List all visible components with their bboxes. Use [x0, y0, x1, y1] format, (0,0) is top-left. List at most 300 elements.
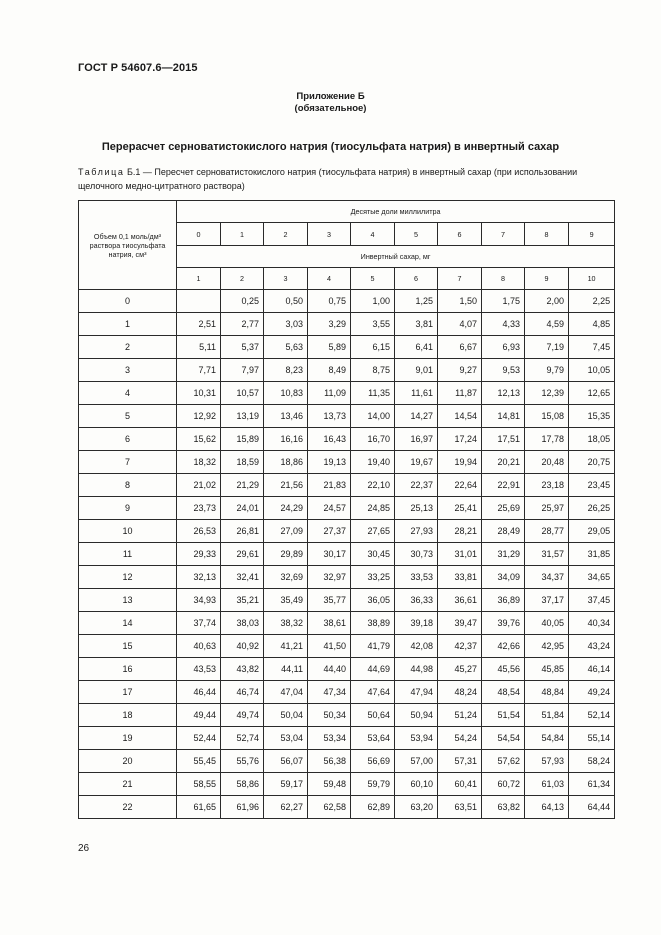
volume-cell: 21 [79, 773, 177, 796]
value-cell: 1,75 [482, 290, 525, 313]
value-cell: 40,92 [221, 635, 264, 658]
value-cell: 54,84 [525, 727, 569, 750]
value-cell: 27,09 [264, 520, 308, 543]
value-cell: 52,14 [569, 704, 615, 727]
value-cell: 42,66 [482, 635, 525, 658]
value-cell: 16,43 [308, 428, 351, 451]
caption-label: Таблица [78, 167, 125, 177]
value-cell: 7,97 [221, 359, 264, 382]
value-cell: 21,83 [308, 474, 351, 497]
value-cell: 25,69 [482, 497, 525, 520]
value-cell: 25,41 [438, 497, 482, 520]
value-cell: 12,13 [482, 382, 525, 405]
value-cell: 31,85 [569, 543, 615, 566]
volume-cell: 6 [79, 428, 177, 451]
value-cell: 24,01 [221, 497, 264, 520]
value-cell: 1,25 [395, 290, 438, 313]
value-cell: 35,49 [264, 589, 308, 612]
value-cell: 2,25 [569, 290, 615, 313]
value-cell: 31,01 [438, 543, 482, 566]
value-cell: 47,34 [308, 681, 351, 704]
volume-cell: 3 [79, 359, 177, 382]
value-cell: 41,50 [308, 635, 351, 658]
value-cell: 55,76 [221, 750, 264, 773]
value-cell: 50,64 [351, 704, 395, 727]
value-cell: 35,77 [308, 589, 351, 612]
value-cell: 0,75 [308, 290, 351, 313]
value-cell: 59,48 [308, 773, 351, 796]
volume-cell: 14 [79, 612, 177, 635]
value-cell: 30,73 [395, 543, 438, 566]
value-cell: 43,24 [569, 635, 615, 658]
volume-cell: 22 [79, 796, 177, 819]
value-cell: 16,70 [351, 428, 395, 451]
value-cell: 33,81 [438, 566, 482, 589]
value-cell: 61,96 [221, 796, 264, 819]
value-cell: 6,41 [395, 336, 438, 359]
value-cell: 36,61 [438, 589, 482, 612]
table-row [79, 520, 615, 543]
value-cell: 26,53 [177, 520, 221, 543]
value-cell: 42,08 [395, 635, 438, 658]
sugar-header: Инвертный сахар, мг [177, 246, 615, 268]
value-cell: 51,54 [482, 704, 525, 727]
value-cell: 27,93 [395, 520, 438, 543]
value-cell: 3,81 [395, 313, 438, 336]
value-cell: 34,09 [482, 566, 525, 589]
value-cell: 19,67 [395, 451, 438, 474]
volume-cell: 11 [79, 543, 177, 566]
value-cell: 60,10 [395, 773, 438, 796]
table-row [79, 474, 615, 497]
column-number: 6 [395, 268, 438, 290]
value-cell: 39,47 [438, 612, 482, 635]
value-cell: 20,48 [525, 451, 569, 474]
value-cell: 30,45 [351, 543, 395, 566]
table-row [79, 313, 615, 336]
value-cell: 19,40 [351, 451, 395, 474]
tenths-header: 8 [525, 223, 569, 246]
value-cell: 52,44 [177, 727, 221, 750]
value-cell: 17,24 [438, 428, 482, 451]
value-cell: 64,13 [525, 796, 569, 819]
value-cell: 23,73 [177, 497, 221, 520]
value-cell: 23,45 [569, 474, 615, 497]
tenths-header: 4 [351, 223, 395, 246]
value-cell: 4,33 [482, 313, 525, 336]
value-cell: 15,35 [569, 405, 615, 428]
value-cell: 30,17 [308, 543, 351, 566]
value-cell: 50,94 [395, 704, 438, 727]
column-number: 5 [351, 268, 395, 290]
value-cell [177, 290, 221, 313]
value-cell: 54,54 [482, 727, 525, 750]
table-row [79, 359, 615, 382]
value-cell: 34,93 [177, 589, 221, 612]
table-row [79, 290, 615, 313]
volume-cell: 4 [79, 382, 177, 405]
value-cell: 48,84 [525, 681, 569, 704]
value-cell: 44,11 [264, 658, 308, 681]
value-cell: 16,16 [264, 428, 308, 451]
value-cell: 35,21 [221, 589, 264, 612]
value-cell: 28,21 [438, 520, 482, 543]
value-cell: 15,89 [221, 428, 264, 451]
value-cell: 39,76 [482, 612, 525, 635]
value-cell: 57,62 [482, 750, 525, 773]
value-cell: 38,03 [221, 612, 264, 635]
value-cell: 25,97 [525, 497, 569, 520]
appendix-status: (обязательное) [294, 103, 367, 114]
tenths-header: 9 [569, 223, 615, 246]
value-cell: 34,37 [525, 566, 569, 589]
value-cell: 29,89 [264, 543, 308, 566]
value-cell: 40,63 [177, 635, 221, 658]
value-cell: 40,34 [569, 612, 615, 635]
value-cell: 31,29 [482, 543, 525, 566]
value-cell: 57,31 [438, 750, 482, 773]
value-cell: 5,11 [177, 336, 221, 359]
value-cell: 9,79 [525, 359, 569, 382]
value-cell: 61,34 [569, 773, 615, 796]
value-cell: 38,32 [264, 612, 308, 635]
value-cell: 49,74 [221, 704, 264, 727]
value-cell: 20,75 [569, 451, 615, 474]
value-cell: 46,44 [177, 681, 221, 704]
value-cell: 41,79 [351, 635, 395, 658]
volume-cell: 5 [79, 405, 177, 428]
value-cell: 13,73 [308, 405, 351, 428]
value-cell: 24,57 [308, 497, 351, 520]
value-cell: 19,94 [438, 451, 482, 474]
value-cell: 56,07 [264, 750, 308, 773]
value-cell: 22,91 [482, 474, 525, 497]
caption-text: Б.1 — Пересчет серноватистокислого натрия (тиосульфата натрия) в инвертный сахар (при использовании щелочного медно-цитратного раствора) [78, 167, 578, 191]
volume-cell: 20 [79, 750, 177, 773]
value-cell: 34,65 [569, 566, 615, 589]
value-cell: 32,13 [177, 566, 221, 589]
volume-cell: 8 [79, 474, 177, 497]
value-cell: 14,27 [395, 405, 438, 428]
value-cell: 39,18 [395, 612, 438, 635]
value-cell: 31,57 [525, 543, 569, 566]
value-cell: 22,64 [438, 474, 482, 497]
page-number: 26 [78, 843, 90, 854]
value-cell: 59,17 [264, 773, 308, 796]
tenths-header: 7 [482, 223, 525, 246]
tenths-header: 6 [438, 223, 482, 246]
value-cell: 11,09 [308, 382, 351, 405]
value-cell: 60,72 [482, 773, 525, 796]
table-row [79, 428, 615, 451]
value-cell: 43,82 [221, 658, 264, 681]
value-cell: 45,85 [525, 658, 569, 681]
value-cell: 48,24 [438, 681, 482, 704]
value-cell: 18,86 [264, 451, 308, 474]
value-cell: 42,95 [525, 635, 569, 658]
value-cell: 32,97 [308, 566, 351, 589]
value-cell: 45,56 [482, 658, 525, 681]
value-cell: 8,23 [264, 359, 308, 382]
volume-cell: 13 [79, 589, 177, 612]
volume-cell: 17 [79, 681, 177, 704]
value-cell: 27,65 [351, 520, 395, 543]
value-cell: 12,39 [525, 382, 569, 405]
value-cell: 12,92 [177, 405, 221, 428]
column-number: 8 [482, 268, 525, 290]
value-cell: 25,13 [395, 497, 438, 520]
tenths-header: 2 [264, 223, 308, 246]
volume-cell: 18 [79, 704, 177, 727]
value-cell: 14,00 [351, 405, 395, 428]
value-cell: 63,20 [395, 796, 438, 819]
value-cell: 16,97 [395, 428, 438, 451]
value-cell: 13,46 [264, 405, 308, 428]
value-cell: 9,53 [482, 359, 525, 382]
value-cell: 26,81 [221, 520, 264, 543]
value-cell: 61,03 [525, 773, 569, 796]
value-cell: 13,19 [221, 405, 264, 428]
value-cell: 50,34 [308, 704, 351, 727]
value-cell: 6,15 [351, 336, 395, 359]
value-cell: 43,53 [177, 658, 221, 681]
value-cell: 61,65 [177, 796, 221, 819]
value-cell: 3,29 [308, 313, 351, 336]
value-cell: 0,25 [221, 290, 264, 313]
value-cell: 17,51 [482, 428, 525, 451]
document-code: ГОСТ Р 54607.6—2015 [78, 62, 198, 74]
value-cell: 32,69 [264, 566, 308, 589]
table-row [79, 405, 615, 428]
table-row [79, 773, 615, 796]
value-cell: 28,77 [525, 520, 569, 543]
value-cell: 22,10 [351, 474, 395, 497]
value-cell: 8,75 [351, 359, 395, 382]
value-cell: 29,61 [221, 543, 264, 566]
value-cell: 33,25 [351, 566, 395, 589]
value-cell: 27,37 [308, 520, 351, 543]
value-cell: 53,94 [395, 727, 438, 750]
value-cell: 33,53 [395, 566, 438, 589]
table-caption [78, 165, 598, 193]
table-row [79, 589, 615, 612]
value-cell: 14,54 [438, 405, 482, 428]
value-cell: 21,56 [264, 474, 308, 497]
appendix-title: Приложение Б [296, 91, 365, 102]
tenths-header: 3 [308, 223, 351, 246]
volume-cell: 12 [79, 566, 177, 589]
volume-cell: 2 [79, 336, 177, 359]
volume-cell: 0 [79, 290, 177, 313]
value-cell: 20,21 [482, 451, 525, 474]
table-row [79, 727, 615, 750]
value-cell: 5,37 [221, 336, 264, 359]
value-cell: 4,07 [438, 313, 482, 336]
value-cell: 11,61 [395, 382, 438, 405]
value-cell: 41,21 [264, 635, 308, 658]
table-row [79, 336, 615, 359]
value-cell: 57,93 [525, 750, 569, 773]
value-cell: 21,02 [177, 474, 221, 497]
value-cell: 0,50 [264, 290, 308, 313]
value-cell: 24,85 [351, 497, 395, 520]
value-cell: 4,85 [569, 313, 615, 336]
volume-cell: 7 [79, 451, 177, 474]
table-row [79, 681, 615, 704]
row-header: Объем 0,1 моль/дм³ раствора тиосульфата натрия, см³ [79, 201, 177, 290]
value-cell: 53,64 [351, 727, 395, 750]
value-cell: 51,24 [438, 704, 482, 727]
table-row [79, 497, 615, 520]
volume-cell: 1 [79, 313, 177, 336]
value-cell: 36,89 [482, 589, 525, 612]
value-cell: 47,94 [395, 681, 438, 704]
value-cell: 59,79 [351, 773, 395, 796]
value-cell: 9,27 [438, 359, 482, 382]
value-cell: 3,55 [351, 313, 395, 336]
volume-cell: 9 [79, 497, 177, 520]
column-number: 4 [308, 268, 351, 290]
value-cell: 29,05 [569, 520, 615, 543]
value-cell: 45,27 [438, 658, 482, 681]
volume-cell: 10 [79, 520, 177, 543]
value-cell: 40,05 [525, 612, 569, 635]
tenths-header: 1 [221, 223, 264, 246]
volume-cell: 16 [79, 658, 177, 681]
value-cell: 9,01 [395, 359, 438, 382]
tenths-header: 5 [395, 223, 438, 246]
value-cell: 7,71 [177, 359, 221, 382]
column-number: 3 [264, 268, 308, 290]
table-row [79, 635, 615, 658]
value-cell: 55,14 [569, 727, 615, 750]
value-cell: 21,29 [221, 474, 264, 497]
table-row [79, 382, 615, 405]
value-cell: 23,18 [525, 474, 569, 497]
value-cell: 63,82 [482, 796, 525, 819]
value-cell: 44,40 [308, 658, 351, 681]
column-number: 2 [221, 268, 264, 290]
value-cell: 19,13 [308, 451, 351, 474]
value-cell: 2,77 [221, 313, 264, 336]
value-cell: 15,62 [177, 428, 221, 451]
value-cell: 22,37 [395, 474, 438, 497]
value-cell: 2,00 [525, 290, 569, 313]
value-cell: 29,33 [177, 543, 221, 566]
group-header: Десятые доли миллилитра [177, 201, 615, 223]
volume-cell: 15 [79, 635, 177, 658]
value-cell: 58,55 [177, 773, 221, 796]
value-cell: 10,05 [569, 359, 615, 382]
value-cell: 7,45 [569, 336, 615, 359]
value-cell: 53,34 [308, 727, 351, 750]
tenths-header: 0 [177, 223, 221, 246]
value-cell: 44,98 [395, 658, 438, 681]
value-cell: 47,64 [351, 681, 395, 704]
value-cell: 37,74 [177, 612, 221, 635]
value-cell: 11,35 [351, 382, 395, 405]
value-cell: 57,00 [395, 750, 438, 773]
value-cell: 10,57 [221, 382, 264, 405]
value-cell: 28,49 [482, 520, 525, 543]
table-row [79, 704, 615, 727]
appendix-heading [0, 91, 661, 115]
value-cell: 46,74 [221, 681, 264, 704]
value-cell: 15,08 [525, 405, 569, 428]
value-cell: 18,59 [221, 451, 264, 474]
value-cell: 10,31 [177, 382, 221, 405]
value-cell: 49,44 [177, 704, 221, 727]
header-row-group [79, 201, 615, 223]
table-row [79, 612, 615, 635]
value-cell: 36,33 [395, 589, 438, 612]
value-cell: 53,04 [264, 727, 308, 750]
value-cell: 36,05 [351, 589, 395, 612]
value-cell: 11,87 [438, 382, 482, 405]
value-cell: 62,89 [351, 796, 395, 819]
value-cell: 26,25 [569, 497, 615, 520]
value-cell: 5,63 [264, 336, 308, 359]
value-cell: 8,49 [308, 359, 351, 382]
value-cell: 62,27 [264, 796, 308, 819]
value-cell: 56,38 [308, 750, 351, 773]
column-number: 1 [177, 268, 221, 290]
value-cell: 1,00 [351, 290, 395, 313]
column-number: 9 [525, 268, 569, 290]
value-cell: 58,86 [221, 773, 264, 796]
value-cell: 37,45 [569, 589, 615, 612]
value-cell: 2,51 [177, 313, 221, 336]
value-cell: 50,04 [264, 704, 308, 727]
value-cell: 6,67 [438, 336, 482, 359]
value-cell: 10,83 [264, 382, 308, 405]
value-cell: 17,78 [525, 428, 569, 451]
value-cell: 46,14 [569, 658, 615, 681]
value-cell: 52,74 [221, 727, 264, 750]
value-cell: 42,37 [438, 635, 482, 658]
value-cell: 48,54 [482, 681, 525, 704]
value-cell: 6,93 [482, 336, 525, 359]
value-cell: 38,61 [308, 612, 351, 635]
value-cell: 51,84 [525, 704, 569, 727]
value-cell: 60,41 [438, 773, 482, 796]
table-row [79, 566, 615, 589]
value-cell: 37,17 [525, 589, 569, 612]
value-cell: 44,69 [351, 658, 395, 681]
column-number: 10 [569, 268, 615, 290]
value-cell: 3,03 [264, 313, 308, 336]
value-cell: 1,50 [438, 290, 482, 313]
value-cell: 38,89 [351, 612, 395, 635]
value-cell: 58,24 [569, 750, 615, 773]
value-cell: 47,04 [264, 681, 308, 704]
column-number: 7 [438, 268, 482, 290]
volume-cell: 19 [79, 727, 177, 750]
value-cell: 32,41 [221, 566, 264, 589]
value-cell: 18,05 [569, 428, 615, 451]
value-cell: 24,29 [264, 497, 308, 520]
value-cell: 18,32 [177, 451, 221, 474]
table-row [79, 543, 615, 566]
table-row [79, 750, 615, 773]
value-cell: 7,19 [525, 336, 569, 359]
value-cell: 56,69 [351, 750, 395, 773]
table-row [79, 796, 615, 819]
conversion-table [78, 200, 615, 819]
value-cell: 55,45 [177, 750, 221, 773]
value-cell: 63,51 [438, 796, 482, 819]
value-cell: 49,24 [569, 681, 615, 704]
